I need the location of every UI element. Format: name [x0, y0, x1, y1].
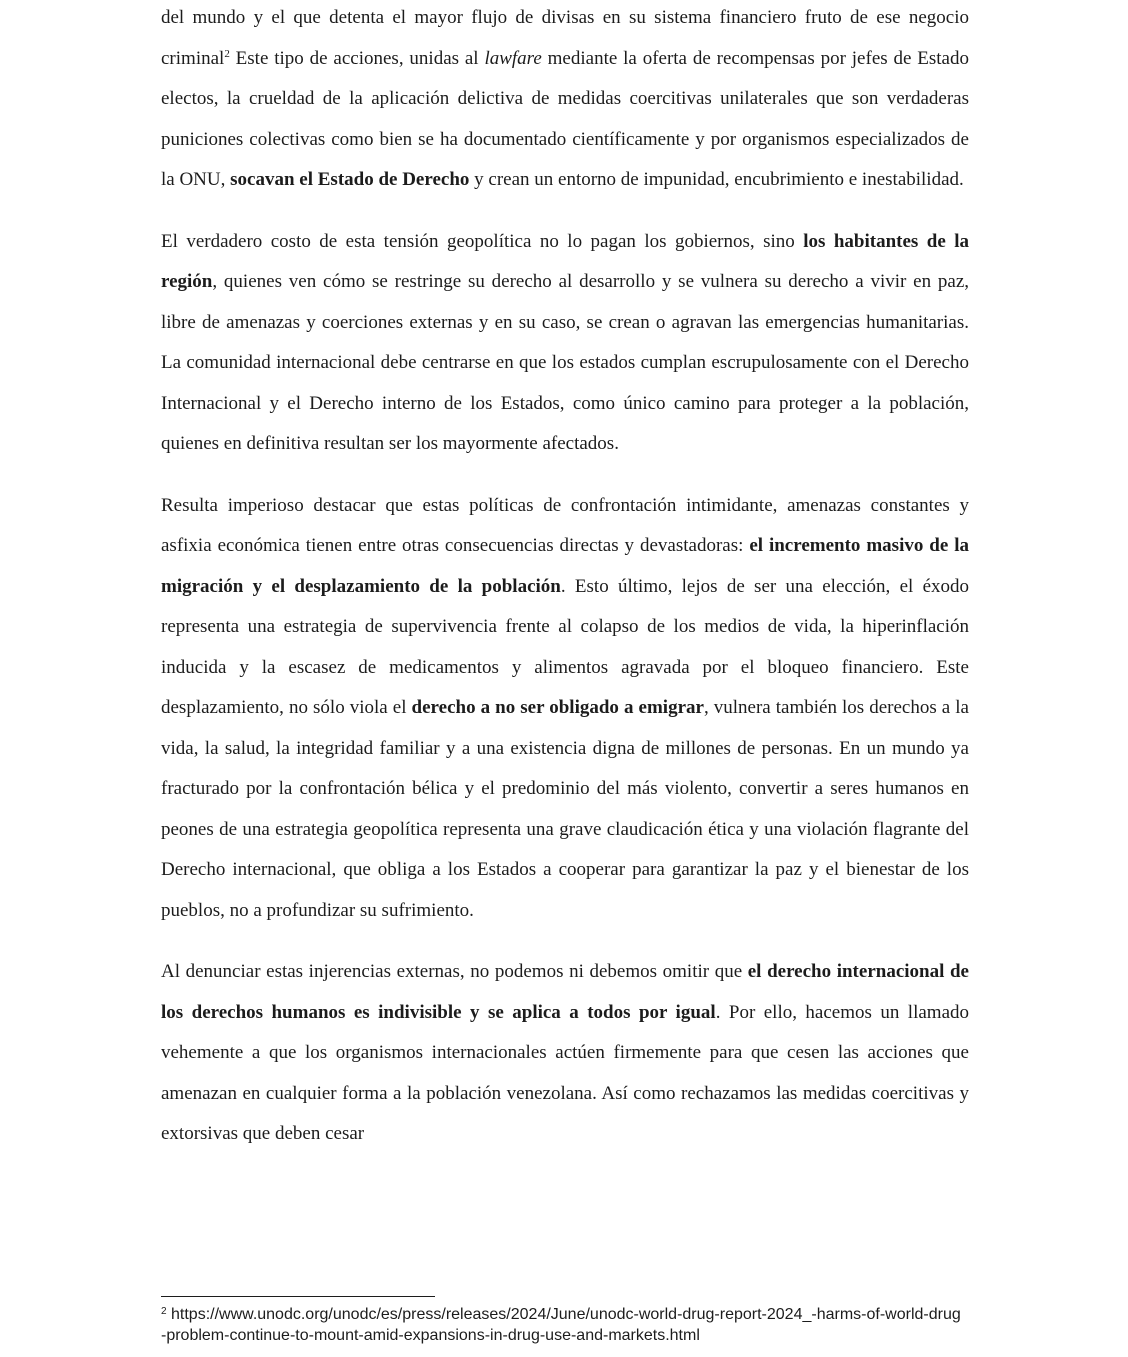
- footnote: [161, 1304, 961, 1346]
- text-run: Resulta imperioso destacar que estas políticas de confrontación intimidante, amenazas constantes y asfixia económica tienen entre otras consecuencias directas y devastadoras:: [161, 494, 969, 556]
- italic-text: lawfare: [484, 47, 542, 69]
- footnote-number: 2: [161, 1306, 167, 1317]
- text-run: El verdadero costo de esta tensión geopolítica no lo pagan los gobiernos, sino: [161, 230, 804, 252]
- text-run: y crean un entorno de impunidad, encubrimiento e inestabilidad.: [469, 169, 964, 190]
- paragraph-3: [161, 486, 969, 932]
- text-run: . Por ello, hacemos un llamado vehemente a que los organismos internacionales actúen firmemente para que cesen las acciones que amenazan en cualquier forma a la población venezolana. Así como rechazamos las medidas coercitivas y extorsivas que deben cesar: [161, 1001, 970, 1144]
- bold-text: el incremento masivo de la migración y el desplazamiento de la población: [161, 535, 969, 597]
- paragraph-2: [161, 222, 969, 465]
- footnote-separator: [161, 1296, 435, 1297]
- text-run: Al denunciar estas injerencias externas, no podemos ni debemos omitir que: [161, 961, 748, 982]
- bold-text: derecho a no ser obligado a emigrar: [411, 697, 704, 718]
- paragraph-4: [161, 952, 969, 1155]
- text-run: . Esto último, lejos de ser una elección, el éxodo representa una estrategia de supervivencia frente al colapso de los medios de vida, la hiperinflación inducida y la escasez de medicamentos y alimentos agravada por el bloqueo financiero. Este desplazamiento, no sólo viola el: [161, 575, 970, 718]
- footnote-reference: 2: [224, 47, 230, 60]
- document-body: [161, 0, 969, 1155]
- bold-text: el derecho internacional de los derechos humanos es indivisible y se aplica a todos por igual: [161, 961, 969, 1023]
- paragraph-1: [161, 0, 969, 201]
- text-run: mediante la oferta de recompensas por jefes de Estado electos, la crueldad de la aplicación delictiva de medidas coercitivas unilaterales que son verdaderas puniciones colectivas como bien se ha documentado científicamente y por organismos especializados de la ONU,: [161, 47, 969, 190]
- text-run: Este tipo de acciones, unidas al: [229, 47, 485, 69]
- text-run: , quienes ven cómo se restringe su derecho al desarrollo y se vulnera su derecho a vivir en paz, libre de amenazas y coerciones externas y en su caso, se crean o agravan las emergencias humanitarias. La comunidad internacional debe centrarse en que los estados cumplan escrupulosamente con el Derecho Internacional y el Derecho interno de los Estados, como único camino para proteger a la población, quienes en definitiva resultan ser los mayormente afectados.: [161, 271, 969, 454]
- bold-text: los habitantes de la región: [161, 230, 969, 292]
- text-run: , vulnera también los derechos a la vida, la salud, la integridad familiar y a una existencia digna de millones de personas. En un mundo ya fracturado por la confrontación bélica y el predominio del más violento, convertir a seres humanos en peones de una estrategia geopolítica representa una grave claudicación ética y una violación flagrante del Derecho internacional, que obliga a los Estados a cooperar para garantizar la paz y el bienestar de los pueblos, no a profundizar su sufrimiento.: [161, 697, 969, 921]
- text-run: del mundo y el que detenta el mayor flujo de divisas en su sistema financiero fruto de ese negocio criminal: [161, 7, 969, 69]
- bold-text: socavan el Estado de Derecho: [230, 169, 470, 190]
- footnote-url: https://www.unodc.org/unodc/es/press/releases/2024/June/unodc-world-drug-report-2024_-harms-of-world-drug-problem-continue-to-mount-amid-expansions-in-drug-use-and-markets.html: [161, 1306, 961, 1344]
